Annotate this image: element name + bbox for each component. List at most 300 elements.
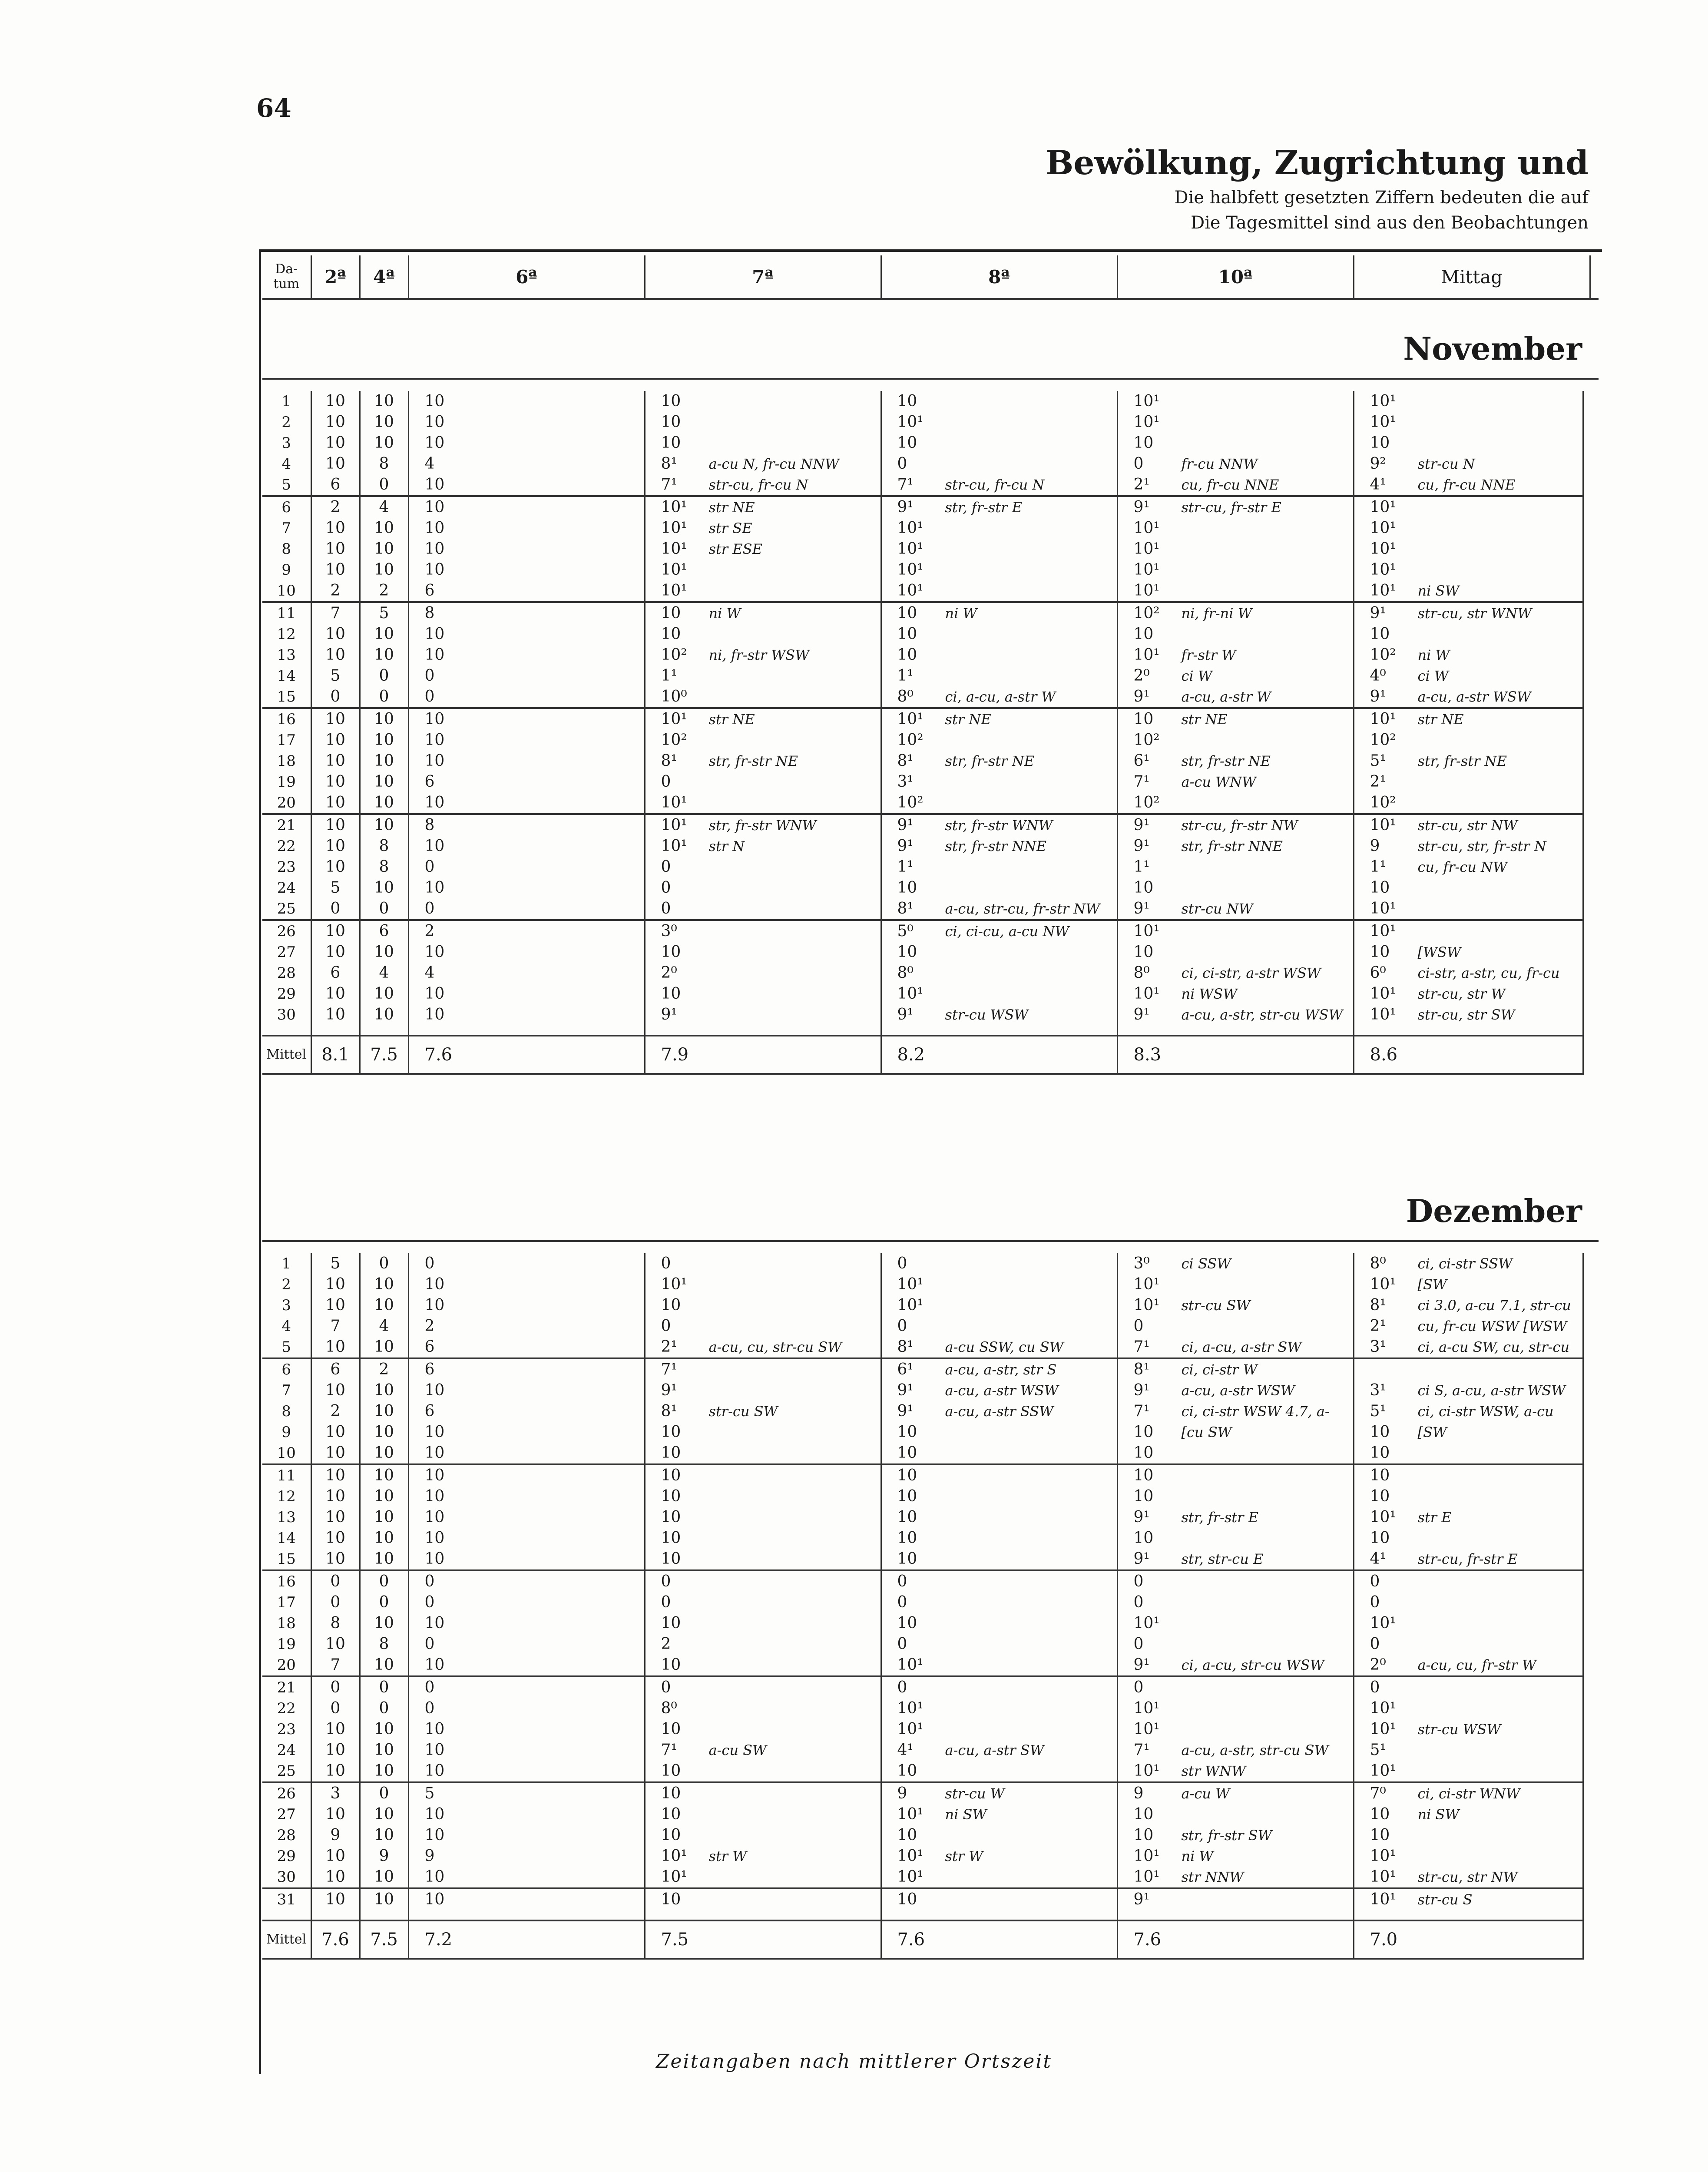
cloud-amount: 8¹ [897,752,914,770]
header-4a: 4ª [360,255,408,298]
cloud-type-direction: ni W [708,605,741,622]
spacer-cell [408,1025,645,1036]
obs-2a: 0 [311,898,360,920]
cloud-amount: 4¹ [1370,476,1386,493]
observation-cell [881,792,1117,814]
observation-cell [645,602,881,624]
obs-6a: 10 [408,1825,645,1846]
observation-cell [645,1782,881,1804]
mittel-value: 8.2 [881,1036,1117,1074]
cloud-amount: 10 [661,1444,681,1462]
cloud-amount: 10¹ [1133,582,1160,599]
obs-2a: 10 [311,1337,360,1358]
table-row [262,602,1583,624]
obs-2a: 7 [311,1316,360,1337]
obs-6a: 6 [408,580,645,602]
obs-6a: 10 [408,1274,645,1295]
cloud-amount: 9¹ [897,498,914,516]
table-row [262,1337,1583,1358]
cloud-type-direction: cu, fr-cu NW [1417,859,1507,875]
observation-cell [1354,1613,1583,1634]
observation-cell [645,1719,881,1740]
observation-cell [645,836,881,857]
spacer-cell [262,1025,311,1036]
observation-cell [881,1316,1117,1337]
cloud-amount: 10 [1133,1826,1154,1844]
day-cell: 2 [262,412,311,433]
table-row [262,963,1583,983]
observation-cell [1354,1698,1583,1719]
observation-cell [1354,983,1583,1004]
cloud-amount: 10 [897,943,917,961]
cloud-type-direction: str, fr-str WNW [945,817,1053,834]
cloud-amount: 10 [1370,1529,1390,1547]
table-row [262,1867,1583,1888]
cloud-amount: 1¹ [1133,858,1150,876]
cloud-amount: 10⁰ [661,688,687,705]
observation-cell [881,1570,1117,1592]
cloud-amount: 10 [661,604,681,622]
month-title-dezember: Dezember [1406,1192,1582,1229]
obs-2a: 10 [311,1846,360,1867]
observation-cell [1117,1698,1354,1719]
observation-cell [645,433,881,454]
cloud-amount: 10 [661,1508,681,1526]
obs-2a: 10 [311,1634,360,1655]
day-cell: 3 [262,433,311,454]
table-row [262,539,1583,560]
table-row [262,1655,1583,1676]
observation-cell [1354,1380,1583,1401]
obs-4a: 10 [360,1443,408,1464]
cloud-amount: 8¹ [661,455,677,473]
obs-4a: 0 [360,686,408,708]
observation-cell [881,560,1117,580]
table-row [262,814,1583,836]
observation-cell [1354,580,1583,602]
obs-6a: 9 [408,1846,645,1867]
table-row [262,1401,1583,1422]
day-cell: 26 [262,1782,311,1804]
cloud-amount: 8⁰ [1370,1255,1386,1272]
cloud-type-direction: ci SSW [1181,1255,1231,1272]
cloud-amount: 10¹ [897,710,924,728]
cloud-amount: 10¹ [897,1868,924,1886]
observation-cell [1117,1592,1354,1613]
cloud-amount: 10 [661,434,681,452]
cloud-type-direction: a-cu W [1181,1785,1230,1802]
cloud-amount: 0 [1370,1573,1380,1590]
observation-cell [881,1549,1117,1570]
cloud-amount: 7¹ [661,476,677,493]
cloud-type-direction: ci, ci-str WSW 4.7, a- [1181,1403,1330,1420]
obs-4a: 10 [360,1549,408,1570]
cloud-type-direction: str-cu WSW [1417,1721,1501,1738]
table-row [262,560,1583,580]
header-rule [262,298,1599,300]
header-2a: 2ª [311,255,360,298]
cloud-type-direction: str, fr-str SW [1181,1827,1272,1844]
cloud-amount: 0 [897,1635,907,1653]
cloud-amount: 7¹ [897,476,914,493]
cloud-amount: 10 [1370,1826,1390,1844]
cloud-amount: 10¹ [661,498,687,516]
observation-cell [881,1782,1117,1804]
cloud-type-direction: [WSW [1417,944,1461,960]
table-row [262,942,1583,963]
observation-cell [645,1422,881,1443]
obs-2a: 2 [311,496,360,518]
observation-cell [881,1761,1117,1782]
cloud-type-direction: a-cu, a-str SW [945,1742,1044,1758]
cloud-amount: 0 [897,1317,907,1335]
observation-cell [881,1825,1117,1846]
cloud-amount: 10¹ [1370,1699,1396,1717]
observation-cell [881,857,1117,877]
observation-cell [645,454,881,474]
cloud-type-direction: a-cu, a-str WSW [945,1382,1059,1399]
mittel-row [262,1920,1583,1959]
obs-4a: 10 [360,1507,408,1528]
cloud-type-direction: cu, fr-cu WSW [WSW [1417,1318,1567,1334]
cloud-amount: 10 [1370,434,1390,452]
observation-cell [1117,1782,1354,1804]
obs-2a: 0 [311,1676,360,1698]
day-cell: 5 [262,1337,311,1358]
table-row [262,1253,1583,1274]
cloud-amount: 0 [661,1593,671,1611]
observation-cell [1354,433,1583,454]
day-cell: 14 [262,666,311,686]
observation-cell [1354,792,1583,814]
observation-cell [1117,1655,1354,1676]
observation-cell [881,1846,1117,1867]
observation-cell [645,560,881,580]
cloud-amount: 10¹ [661,1847,687,1865]
cloud-amount: 10 [661,1487,681,1505]
mittel-value: 7.6 [1117,1920,1354,1959]
day-cell: 26 [262,920,311,942]
cloud-type-direction: ni SW [1417,1806,1460,1823]
obs-2a: 10 [311,920,360,942]
observation-cell [1354,1676,1583,1698]
cloud-amount: 10 [661,1891,681,1908]
cloud-type-direction: ni SW [945,1806,987,1823]
obs-6a: 5 [408,1782,645,1804]
day-cell: 27 [262,1804,311,1825]
header-6a: 6ª [408,255,645,298]
obs-4a: 10 [360,1486,408,1507]
obs-2a: 2 [311,580,360,602]
obs-4a: 10 [360,1422,408,1443]
obs-4a: 10 [360,1613,408,1634]
observation-cell [1354,1867,1583,1888]
day-cell: 24 [262,877,311,898]
cloud-amount: 5¹ [1370,752,1386,770]
obs-2a: 10 [311,560,360,580]
table-row [262,1740,1583,1761]
observation-cell [1354,920,1583,942]
cloud-amount: 10¹ [897,582,924,599]
cloud-type-direction: str, fr-str NNE [945,838,1046,854]
day-cell: 7 [262,518,311,539]
observation-cell [1117,963,1354,983]
observation-cell [1117,666,1354,686]
cloud-amount: 10 [661,1296,681,1314]
observation-cell [881,1804,1117,1825]
table-row [262,624,1583,645]
cloud-type-direction: a-cu, a-str SSW [945,1403,1054,1420]
cloud-amount: 10 [661,413,681,431]
cloud-amount: 9¹ [661,1006,677,1023]
cloud-amount: 10¹ [1133,1614,1160,1632]
obs-6a: 10 [408,391,645,412]
day-cell: 9 [262,1422,311,1443]
cloud-type-direction: str, fr-str NE [1417,753,1507,769]
header-datum: Da-tum [262,255,311,298]
observation-cell [1117,474,1354,496]
table-row [262,1443,1583,1464]
observation-cell [645,1740,881,1761]
obs-4a: 10 [360,1825,408,1846]
cloud-amount: 10¹ [1370,1847,1396,1865]
obs-2a: 10 [311,857,360,877]
cloud-type-direction: str-cu SW [1181,1297,1251,1314]
column-header [262,255,1591,298]
spacer-cell [360,1910,408,1920]
day-cell: 19 [262,1634,311,1655]
day-cell: 4 [262,1316,311,1337]
cloud-amount: 10¹ [1133,561,1160,579]
observation-cell [645,412,881,433]
cloud-type-direction: ci, ci-cu, a-cu NW [945,923,1069,940]
cloud-amount: 10¹ [897,540,924,558]
obs-4a: 10 [360,942,408,963]
obs-4a: 10 [360,1740,408,1761]
cloud-amount: 10 [661,1550,681,1568]
obs-2a: 10 [311,983,360,1004]
cloud-type-direction: str, fr-str WNW [708,817,817,834]
cloud-amount: 4¹ [1370,1550,1386,1568]
cloud-type-direction: a-cu WNW [1181,774,1256,790]
cloud-amount: 10¹ [661,561,687,579]
cloud-amount: 0 [661,879,671,897]
cloud-amount: 10¹ [1370,816,1396,834]
observation-cell [645,391,881,412]
observation-cell [1117,877,1354,898]
cloud-amount: 10¹ [1370,540,1396,558]
observation-cell [1354,1592,1583,1613]
cloud-amount: 0 [661,1679,671,1696]
table-row [262,1761,1583,1782]
day-cell: 25 [262,898,311,920]
observation-cell [1354,1422,1583,1443]
cloud-amount: 10 [661,1826,681,1844]
obs-6a: 2 [408,920,645,942]
obs-2a: 0 [311,1592,360,1613]
cloud-amount: 10¹ [1370,1720,1396,1738]
cloud-amount: 9¹ [1133,900,1150,917]
cloud-amount: 8¹ [1133,1361,1150,1378]
observation-cell [1354,1719,1583,1740]
obs-4a: 10 [360,1337,408,1358]
cloud-type-direction: [SW [1417,1424,1447,1440]
observation-cell [1117,1825,1354,1846]
observation-cell [645,920,881,942]
observation-cell [1354,1804,1583,1825]
obs-2a: 0 [311,1698,360,1719]
cloud-type-direction: str WNW [1181,1763,1246,1779]
obs-4a: 0 [360,898,408,920]
observation-cell [881,730,1117,751]
observation-cell [645,751,881,771]
observation-cell [1354,496,1583,518]
obs-4a: 0 [360,1676,408,1698]
obs-2a: 10 [311,771,360,792]
obs-2a: 10 [311,1507,360,1528]
spacer-cell [262,1910,311,1920]
cloud-amount: 10 [1133,879,1154,897]
cloud-amount: 9 [1370,837,1380,855]
spacer-cell [408,1910,645,1920]
cloud-type-direction: ci, ci-str WNW [1417,1785,1520,1802]
observation-cell [1354,686,1583,708]
obs-4a: 10 [360,1380,408,1401]
cloud-amount: 10 [897,1614,917,1632]
day-cell: 25 [262,1761,311,1782]
observation-cell [1117,1634,1354,1655]
cloud-amount: 10² [661,731,687,749]
observation-cell [881,518,1117,539]
obs-4a: 10 [360,1401,408,1422]
day-cell: 17 [262,1592,311,1613]
observation-cell [1354,454,1583,474]
observation-cell [1117,433,1354,454]
cloud-amount: 10¹ [1370,710,1396,728]
observation-cell [1354,539,1583,560]
cloud-type-direction: a-cu, cu, fr-str W [1417,1657,1536,1673]
cloud-amount: 10² [1370,731,1396,749]
obs-6a: 10 [408,1507,645,1528]
obs-2a: 7 [311,1655,360,1676]
table-row [262,496,1583,518]
cloud-amount: 10 [661,985,681,1003]
obs-4a: 0 [360,666,408,686]
observation-cell [1117,771,1354,792]
observation-cell [1117,983,1354,1004]
cloud-type-direction: a-cu N, fr-cu NNW [708,456,839,472]
observation-cell [1117,1507,1354,1528]
cloud-amount: 10 [1133,1423,1154,1441]
cloud-amount: 10¹ [897,1720,924,1738]
observation-cell [881,1613,1117,1634]
cloud-amount: 2⁰ [1133,667,1150,685]
obs-6a: 10 [408,518,645,539]
table-row [262,686,1583,708]
table-row [262,751,1583,771]
observation-cell [1117,1867,1354,1888]
obs-6a: 10 [408,1464,645,1486]
day-cell: 12 [262,624,311,645]
observation-cell [881,1358,1117,1380]
cloud-amount: 10 [661,943,681,961]
cloud-type-direction: str-cu S [1417,1891,1473,1908]
observation-cell [881,666,1117,686]
cloud-type-direction: str N [708,838,745,854]
observation-cell [1117,1274,1354,1295]
obs-6a: 10 [408,539,645,560]
cloud-amount: 2⁰ [1370,1656,1386,1674]
cloud-amount: 10¹ [897,1656,924,1674]
table-row [262,1274,1583,1295]
cloud-amount: 10¹ [1370,582,1396,599]
obs-4a: 10 [360,412,408,433]
obs-6a: 10 [408,1888,645,1910]
obs-6a: 0 [408,1253,645,1274]
cloud-type-direction: fr-str W [1181,647,1236,663]
table-row [262,1719,1583,1740]
cloud-amount: 9¹ [897,816,914,834]
cloud-amount: 10¹ [1370,413,1396,431]
cloud-amount: 8⁰ [661,1699,677,1717]
observation-cell [1354,898,1583,920]
observation-cell [1354,1004,1583,1025]
obs-4a: 4 [360,1316,408,1337]
cloud-amount: 10¹ [1133,985,1160,1003]
cloud-type-direction: ci W [1181,668,1212,684]
day-cell: 5 [262,474,311,496]
observation-cell [1117,1528,1354,1549]
cloud-amount: 3¹ [897,773,914,791]
observation-cell [645,1443,881,1464]
cloud-amount: 10² [897,731,924,749]
observation-cell [1354,1316,1583,1337]
cloud-amount: 10¹ [1370,922,1396,940]
cloud-amount: 10¹ [897,1275,924,1293]
cloud-amount: 7⁰ [1370,1785,1386,1802]
observation-cell [1117,1719,1354,1740]
cloud-amount: 10¹ [1370,1006,1396,1023]
observation-cell [1117,1486,1354,1507]
obs-2a: 10 [311,1740,360,1761]
cloud-amount: 10 [1370,1444,1390,1462]
day-cell: 17 [262,730,311,751]
observation-cell [881,1676,1117,1698]
cloud-amount: 10¹ [897,1699,924,1717]
observation-cell [645,539,881,560]
observation-cell [1354,1761,1583,1782]
cloud-amount: 1¹ [897,858,914,876]
cloud-amount: 3¹ [1370,1338,1386,1356]
cloud-amount: 10 [1133,1805,1154,1823]
cloud-amount: 10 [661,1423,681,1441]
obs-4a: 10 [360,1464,408,1486]
cloud-type-direction: a-cu, cu, str-cu SW [708,1339,842,1355]
observation-cell [645,708,881,730]
cloud-type-direction: str-cu, fr-str NW [1181,817,1298,834]
cloud-amount: 0 [1370,1679,1380,1696]
day-cell: 18 [262,751,311,771]
observation-cell [1354,1337,1583,1358]
cloud-type-direction: ni, fr-ni W [1181,605,1252,622]
observation-cell [1354,857,1583,877]
obs-2a: 10 [311,1274,360,1295]
cloud-amount: 5⁰ [897,922,914,940]
table-row [262,792,1583,814]
observation-cell [1354,877,1583,898]
observation-cell [1117,1549,1354,1570]
observation-cell [645,1253,881,1274]
